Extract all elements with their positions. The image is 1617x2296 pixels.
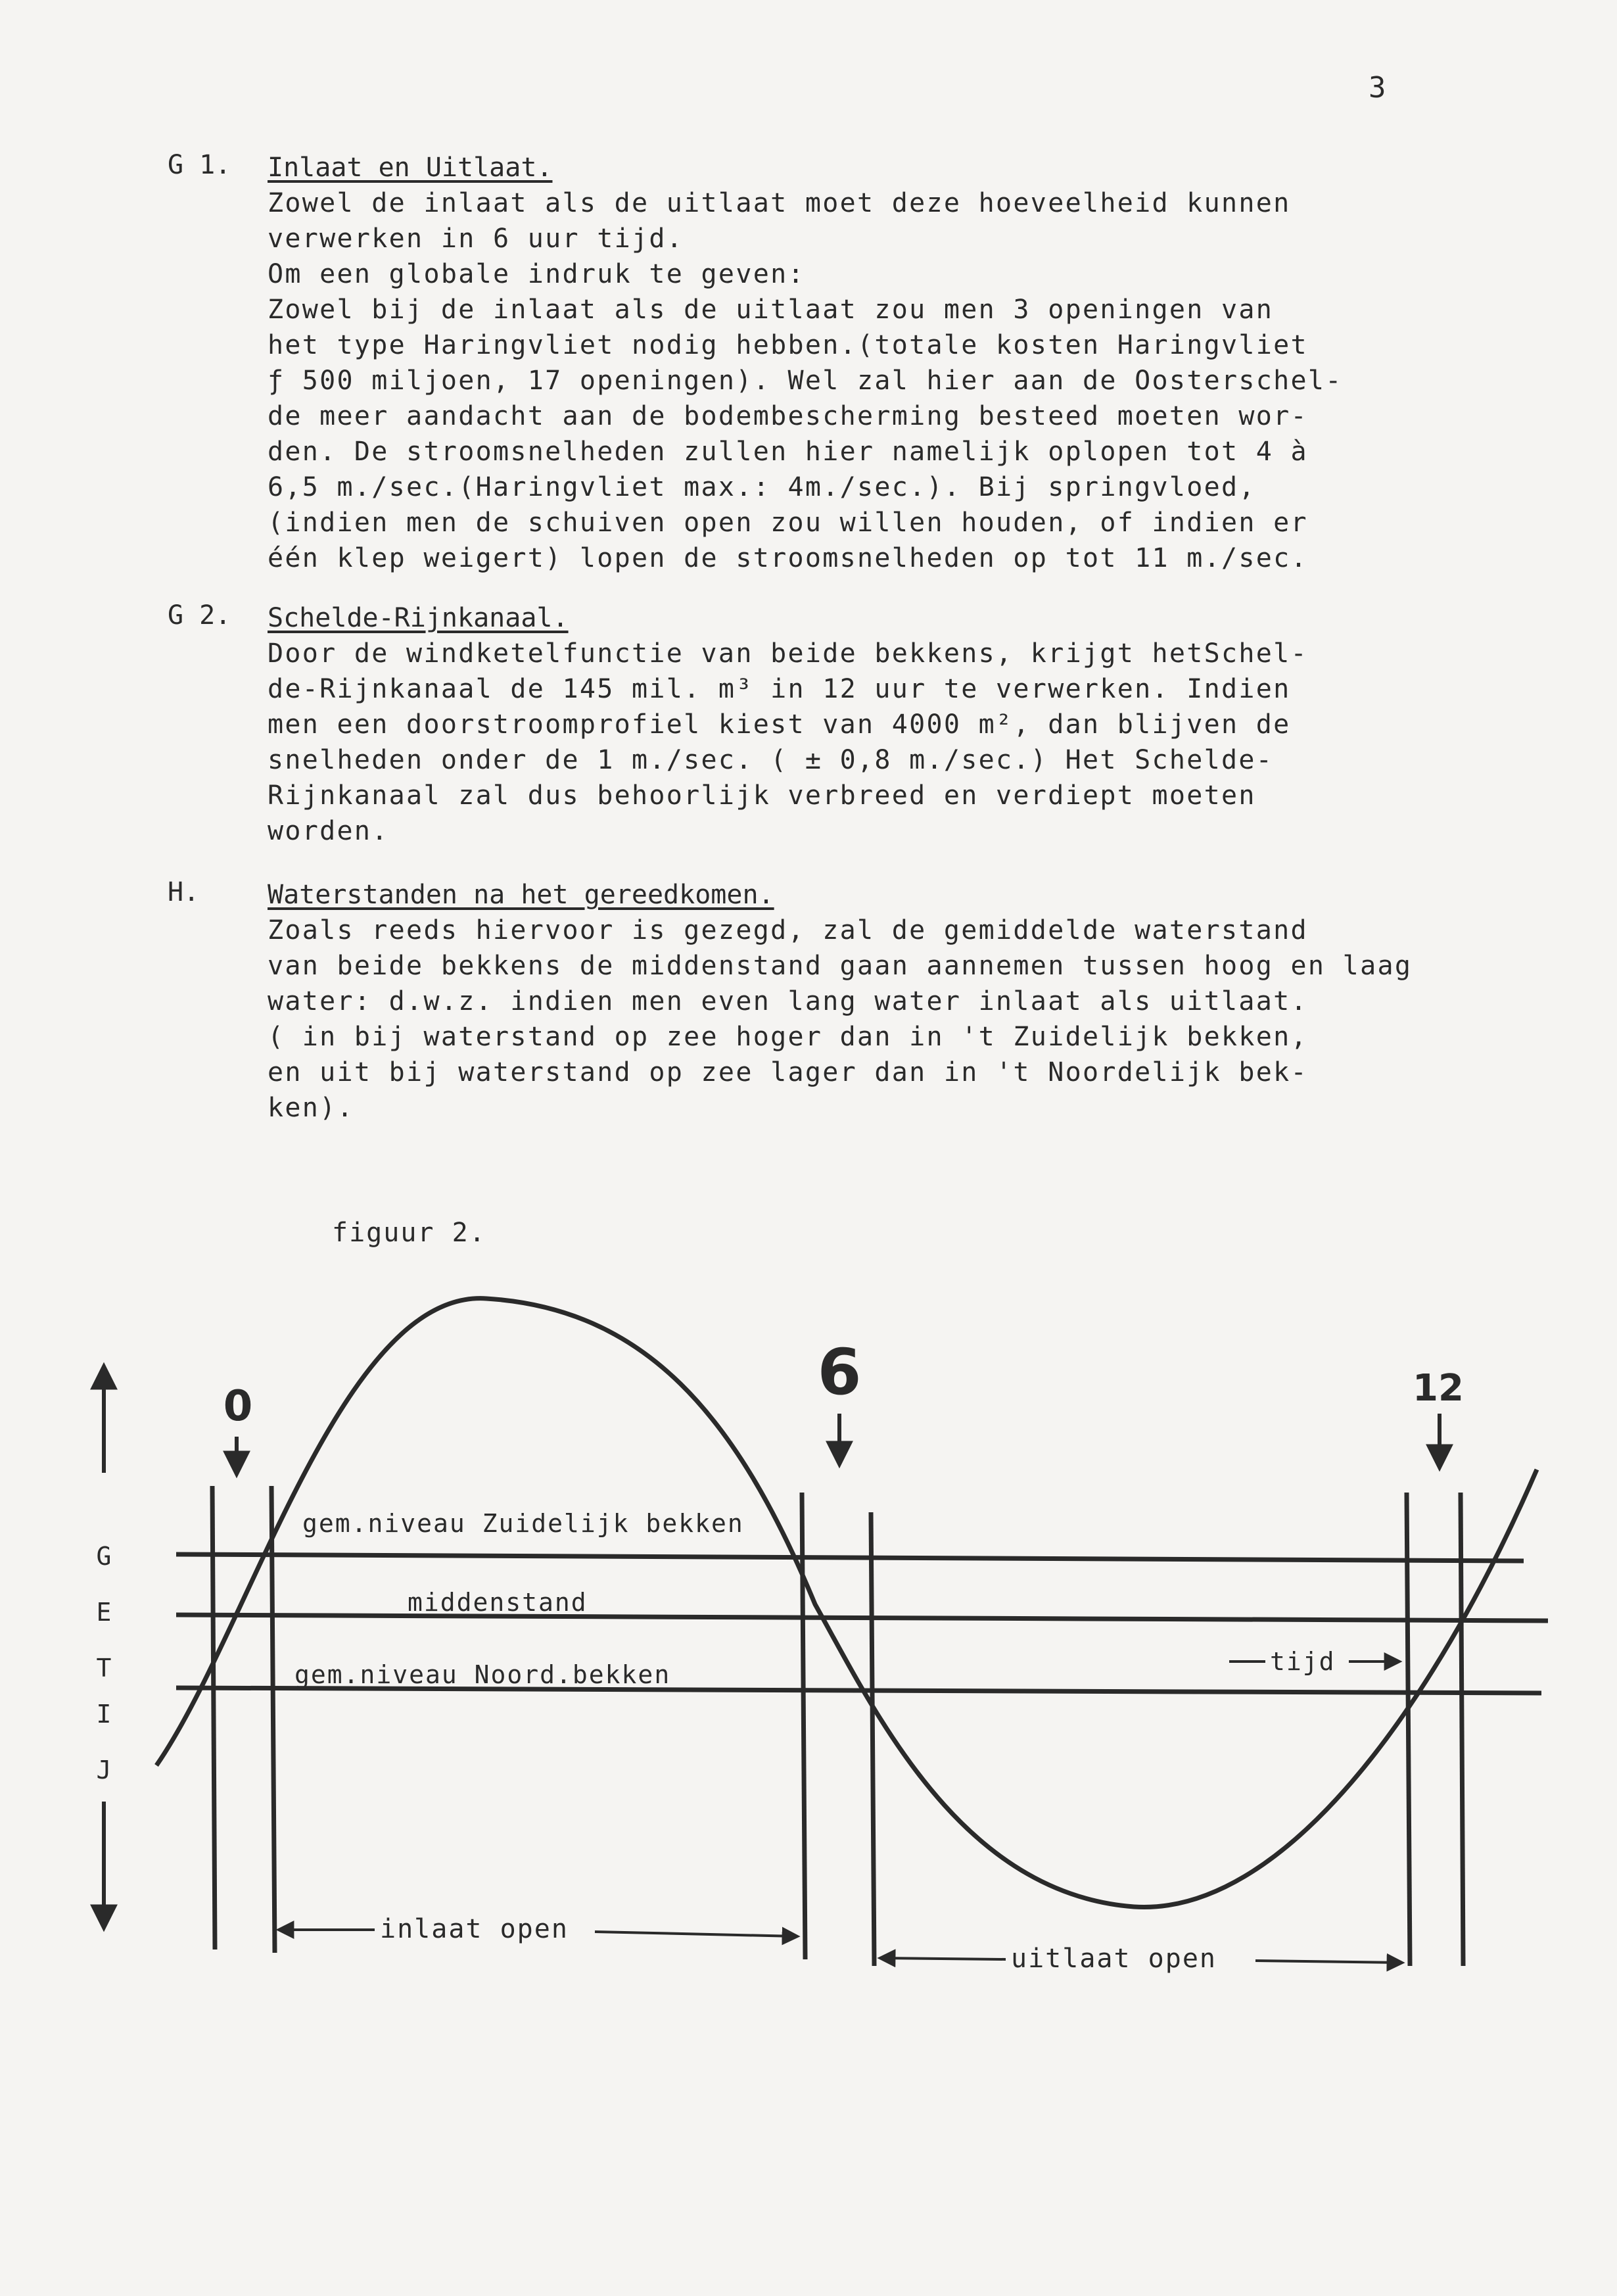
inlet-label: inlaat open [380,1914,569,1944]
section-label: H. [168,877,200,907]
text-line: verwerken in 6 uur tijd. [268,224,684,254]
text-line: ( in bij waterstand op zee hoger dan in 't Zuidelijk bekken, [268,1022,1308,1052]
marker-label: 0 [223,1382,253,1431]
section-title: Schelde-Rijnkanaal. [268,603,569,633]
section-title: Waterstanden na het gereedkomen. [268,880,774,910]
section-body [268,877,1582,1126]
text-line: snelheden onder de 1 m./sec. ( ± 0,8 m./sec.) Het Schelde- [268,745,1274,775]
tide-diagram [0,1289,1617,2025]
axis-letter: I [96,1700,112,1729]
text-line: Door de windketelfunctie van beide bekkens, krijgt hetSchel- [268,638,1308,669]
axis-letter: G [96,1542,112,1571]
section-label: G 2. [168,600,231,631]
section-label: G 1. [168,150,231,180]
midden-level-line [176,1615,1548,1621]
time-label: tijd [1270,1647,1336,1676]
text-line: van beide bekkens de middenstand gaan aannemen tussen hoog en laag [268,951,1413,981]
text-line: de meer aandacht aan de bodembescherming besteed moeten wor- [268,401,1308,431]
vertical-marker [1461,1493,1463,1966]
section-body [268,600,1582,849]
text-line: ƒ 500 miljoen, 17 openingen). Wel zal hier aan de Oosterschel- [268,366,1343,396]
level-label-midden: middenstand [408,1588,588,1617]
text-line: de-Rijnkanaal de 145 mil. m³ in 12 uur te verwerken. Indien [268,674,1291,704]
outlet-span-left [881,1958,1006,1959]
outlet-span-right [1255,1961,1401,1963]
outlet-label: uitlaat open [1011,1944,1217,1974]
section-title: Inlaat en Uitlaat. [268,153,553,183]
text-line: en uit bij waterstand op zee lager dan in 't Noordelijk bek- [268,1057,1308,1088]
text-line: het type Haringvliet nodig hebben.(totale kosten Haringvliet [268,330,1308,360]
level-label-noord: gem.niveau Noord.bekken [294,1660,671,1689]
text-line: worden. [268,816,389,846]
figure-caption: figuur 2. [332,1218,486,1248]
marker-label: 6 [817,1335,862,1409]
vertical-marker [871,1512,874,1966]
axis-letter: J [96,1756,112,1784]
vertical-marker [271,1486,275,1953]
level-label-zuid: gem.niveau Zuidelijk bekken [302,1509,744,1538]
text-line: Zoals reeds hiervoor is gezegd, zal de gemiddelde waterstand [268,915,1308,945]
marker-label: 12 [1413,1367,1464,1410]
axis-letter: T [96,1654,112,1683]
page-number: 3 [1369,71,1386,105]
text-line: 6,5 m./sec.(Haringvliet max.: 4m./sec.). Bij springvloed, [268,472,1256,502]
inlet-span-right [595,1932,797,1936]
zuid-level-line [176,1554,1524,1561]
axis-letter: E [96,1598,112,1627]
text-line: men een doorstroomprofiel kiest van 4000 m², dan blijven de [268,709,1291,740]
vertical-marker [212,1486,215,1949]
text-line: Om een globale indruk te geven: [268,259,805,289]
text-line: ken). [268,1093,354,1123]
vertical-marker [802,1493,805,1959]
text-line: Zowel de inlaat als de uitlaat moet deze hoeveelheid kunnen [268,188,1291,218]
section-body [268,150,1582,576]
text-line: één klep weigert) lopen de stroomsnelheden op tot 11 m./sec. [268,543,1308,573]
text-line: Zowel bij de inlaat als de uitlaat zou men 3 openingen van [268,295,1274,325]
text-line: water: d.w.z. indien men even lang water inlaat als uitlaat. [268,986,1308,1016]
text-line: (indien men de schuiven open zou willen houden, of indien er [268,508,1308,538]
text-line: den. De stroomsnelheden zullen hier namelijk oplopen tot 4 à [268,437,1308,467]
text-line: Rijnkanaal zal dus behoorlijk verbreed en verdiept moeten [268,780,1256,811]
vertical-marker [1407,1493,1410,1966]
